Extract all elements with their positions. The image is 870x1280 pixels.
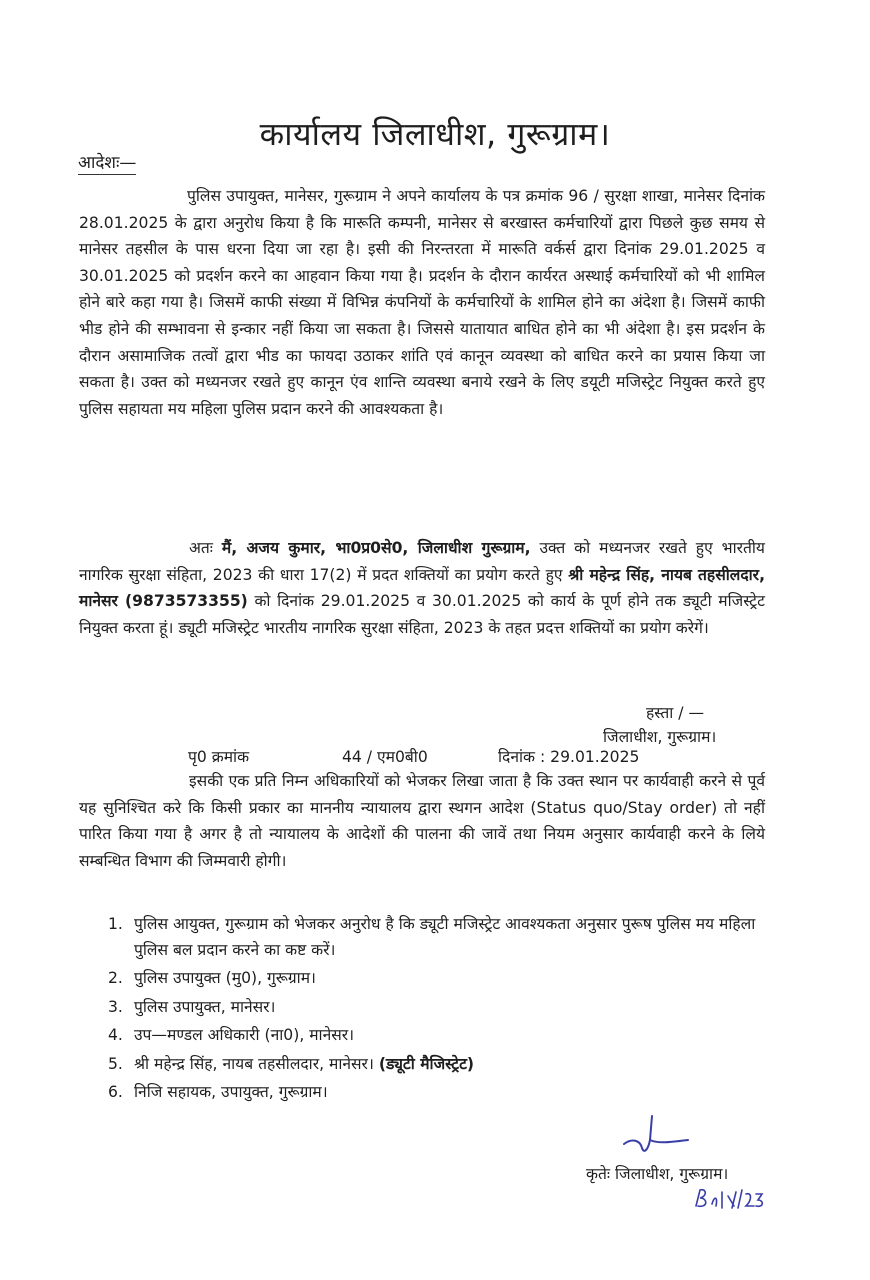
ref-label: पृ0 क्रमांक [188, 748, 250, 766]
copy-list [108, 912, 768, 1109]
handwritten-initials-date [692, 1184, 776, 1214]
office-title: कार्यालय जिलाधीश, गुरूग्राम। [259, 115, 611, 153]
for-designation: कृतेः जिलाधीश, गुरूग्राम। [586, 1165, 729, 1183]
endorsement-paragraph: इसकी एक प्रति निम्न अधिकारियों को भेजकर लिखा जाता है कि उक्त स्थान पर कार्यवाही करने से पूर्व यह सुनिश्चित करे कि किसी प्रकार का माननीय न्यायालय द्वारा स्थगन आदेश (Status quo/Stay order) तो नहीं पारित किया गया है अगर है तो न्यायालय के आदेशों की पालना की जावें तथा नियम अनुसार कार्यवाही करने के लिये सम्बन्धित विभाग की जिम्मवारी होगी। [79, 772, 765, 870]
copy-list-item: 3. पुलिस उपायुक्त, मानेसर। [108, 997, 276, 1016]
copy-list-item: 1. पुलिस आयुक्त, गुरूग्राम को भेजकर अनुरोध है कि ड्यूटी मजिस्ट्रेट आवश्यकता अनुसार पुरूष पुलिस मय महिला पुलिस बल प्रदान करने का कष्ट करें। [108, 915, 756, 959]
paragraph2-end: को दिनांक 29.01.2025 व 30.01.2025 को कार्य के पूर्ण होने तक ड्यूटी मजिस्ट्रेट नियुक्त करता हूं। ड्यूटी मजिस्ट्रेट भारतीय नागरिक सुरक्षा संहिता, 2023 के तहत प्रदत्त शक्तियों का प्रयोग करेगें। [79, 592, 766, 637]
duty-magistrate-name: श्री महेन्द्र सिंह, नायब तहसीलदार, मानेसर (9873573355) [79, 565, 765, 611]
endorsement-date: दिनांक : 29.01.2025 [498, 748, 640, 766]
handwritten-signature [618, 1110, 696, 1166]
ref-number: 44 / एम0बी0 [342, 748, 428, 766]
order-label: आदेशः— [78, 150, 136, 175]
copy-list-item: 6. निजि सहायक, उपायुक्त, गुरूग्राम। [108, 1083, 328, 1101]
order-paragraph-2 [79, 535, 765, 641]
copy-list-item: 5. श्री महेन्द्र सिंह, नायब तहसीलदार, मानेसर। (ड्यूटी मैजिस्ट्रेट) [108, 1054, 475, 1073]
duty-magistrate-tag: (ड्यूटी मैजिस्ट्रेट) [378, 1054, 475, 1073]
issuing-officer: मैं, अजय कुमार, भा0प्र0से0, जिलाधीश गुरूग्राम, [221, 539, 531, 557]
copy-list-item: 2. पुलिस उपायुक्त (मु0), गुरूग्राम। [108, 969, 316, 987]
signed-mark: हस्ता / — [646, 704, 705, 722]
signatory-designation: जिलाधीश, गुरूग्राम। [603, 728, 717, 746]
paragraph2-start: अतः [189, 539, 222, 557]
paragraph2-mid: उक्त को मध्यनजर रखते हुए भारतीय नागरिक सुरक्षा संहिता, 2023 की धारा 17(2) में प्रदत शक्तियों का प्रयोग करते हुए [79, 539, 765, 584]
copy-list-item: 4. उप—मण्डल अधिकारी (ना0), मानेसर। [108, 1026, 355, 1044]
order-paragraph-1: पुलिस उपायुक्त, मानेसर, गुरूग्राम ने अपने कार्यालय के पत्र क्रमांक 96 / सुरक्षा शाखा, मानेसर दिनांक 28.01.2025 के द्वारा अनुरोध किया है कि मारूति कम्पनी, मानेसर से बरखास्त कर्मचारियों द्वारा पिछले कुछ समय से मानेसर तहसील के पास धरना दिया जा रहा है। इसी की निरन्तरता में मारूति वर्कर्स द्वारा दिनांक 29.01.2025 व 30.01.2025 को प्रदर्शन करने का आहवान किया गया है। प्रदर्शन के दौरान कार्यरत अस्थाई कर्मचारियों को भी शामिल होने बारे कहा गया है। जिसमें काफी संख्या में विभिन्न कंपनियों के कर्मचारियों के शामिल होने का अंदेशा है। जिसमें काफी भीड होने की सम्भावना से इन्कार नहीं किया जा सकता है। जिससे यातायात बाधित होने का भी अंदेशा है। इस प्रदर्शन के दौरान असामाजिक तत्वों द्वारा भीड का फायदा उठाकर शांति एवं कानून व्यवस्था को बाधित करने का प्रयास किया जा सकता है। उक्त को मध्यनजर रखते हुए कानून एंव शान्ति व्यवस्था बनाये रखने के लिए डयूटी मजिस्ट्रेट नियुक्त करते हुए पुलिस सहायता मय महिला पुलिस प्रदान करने की आवश्यकता है। [79, 187, 765, 418]
